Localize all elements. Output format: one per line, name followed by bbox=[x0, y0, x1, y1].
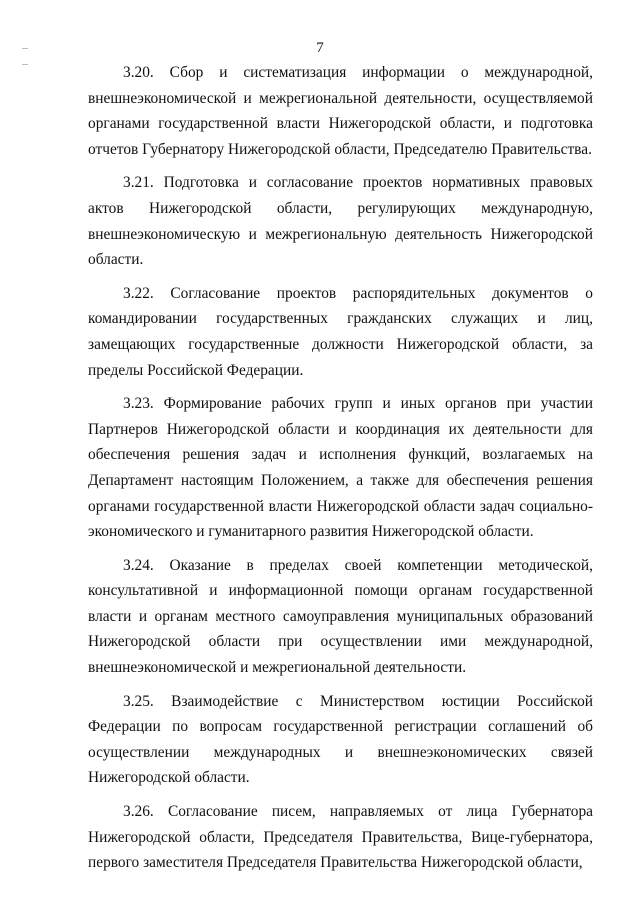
paragraph-3-26: 3.26. Согласование писем, направляемых от лица Губернатора Нижегородской области, Председателя Правительства, Вице-губернатора, первого заместителя Председателя Правительства Нижегородской области, bbox=[88, 803, 593, 872]
margin-mark bbox=[22, 64, 28, 65]
paragraph-3-22: 3.22. Согласование проектов распорядительных документов о командировании государственных гражданских служащих и лиц, замещающих государственные должности Нижегородской области, за пределы Российской Федерации. bbox=[88, 284, 593, 379]
paragraph-3-23: 3.23. Формирование рабочих групп и иных органов при участии Партнеров Нижегородской области и координация их деятельности для обеспечения решения задач и исполнения функций, возлагаемых на Департамент настоящим Положением, а также для обеспечения решения органами государственной власти Нижегородской области задач социально-экономического и гуманитарного развития Нижегородской области. bbox=[88, 395, 593, 541]
paragraph-3-20: 3.20. Сбор и систематизация информации о международной, внешнеэкономической и межрегиональной деятельности, осуществляемой органами государственной власти Нижегородской области, и подготовка отчетов Губернатору Нижегородской области, Председателю Правительства. bbox=[88, 64, 593, 158]
paragraph-3-24: 3.24. Оказание в пределах своей компетенции методической, консультативной и информационной помощи органам государственной власти и органам местного самоуправления муниципальных образований Нижегородской области при осуществлении ими международной, внешнеэкономической и межрегиональной деятельности. bbox=[88, 556, 593, 677]
document-body bbox=[88, 60, 593, 884]
paragraph-3-25: 3.25. Взаимодействие с Министерством юстиции Российской Федерации по вопросам государственной регистрации соглашений об осуществлении международных и внешнеэкономических связей Нижегородской области. bbox=[88, 692, 593, 787]
page-number: 7 bbox=[316, 40, 324, 56]
paragraph-3-21: 3.21. Подготовка и согласование проектов нормативных правовых актов Нижегородской области, регулирующих международную, внешнеэкономическую и межрегиональную деятельность Нижегородской области. bbox=[88, 174, 593, 269]
